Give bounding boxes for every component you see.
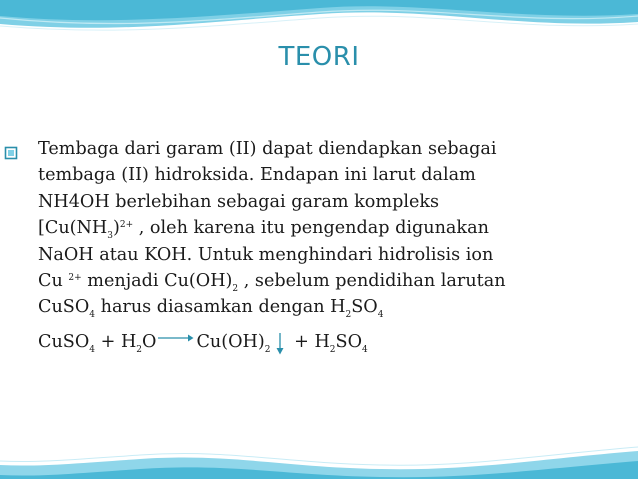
slide-body [38,136,608,355]
superscript: 2+ [119,220,134,231]
text-segment: [Cu(NH [38,218,108,239]
text-segment: O [142,331,157,352]
plus-sign: + [288,331,315,352]
text-segment: , oleh karena itu pengendap digunakan [133,218,489,239]
text-segment: Cu [38,271,69,292]
paragraph-line-5: NaOH atau KOH. Untuk menghindari hidrolisis ion [38,244,494,265]
subscript: 2 [329,344,336,355]
reaction-arrow-icon [158,325,194,335]
text-segment: CuSO [38,297,90,318]
text-segment: SO [335,331,362,352]
paragraph-line-7 [38,294,608,320]
plus-sign: + [95,331,121,352]
superscript: 2+ [68,273,82,284]
text-segment: menjadi Cu(OH) [81,271,233,292]
text-segment: SO [351,297,378,318]
subscript: 4 [362,344,368,355]
precipitate-arrow-icon [275,333,285,355]
subscript: 2 [345,310,352,321]
subscript: 2 [232,284,239,295]
subscript: 4 [89,344,96,355]
reaction-equation [38,325,608,355]
text-segment: harus diasamkan dengan H [95,297,346,318]
checkbox-bullet-icon [4,142,18,156]
slide-title: TEORI [278,42,360,72]
subscript: 3 [107,231,113,242]
paragraph-line-1: Tembaga dari garam (II) dapat diendapkan sebagai [38,139,497,159]
paragraph-line-6 [38,268,608,294]
paragraph-line-3: NH4OH berlebihan sebagai garam kompleks [38,191,440,212]
paragraph-line-2: tembaga (II) hidroksida. Endapan ini larut dalam [38,165,476,186]
subscript: 4 [89,310,96,321]
product-cuoh2: Cu(OH) [196,331,265,352]
subscript: 2 [264,344,271,355]
product-h2so4: H [314,331,330,352]
subscript: 2 [136,344,143,355]
reactant-h2o: H [120,331,137,352]
bottom-wave-decoration [0,429,638,479]
paragraph-line-4 [38,215,608,241]
text-segment: , sebelum pendidihan larutan [238,271,506,292]
reactant-cuso4: CuSO [38,331,90,352]
subscript: 4 [377,310,384,321]
text-segment: ) [113,218,120,239]
